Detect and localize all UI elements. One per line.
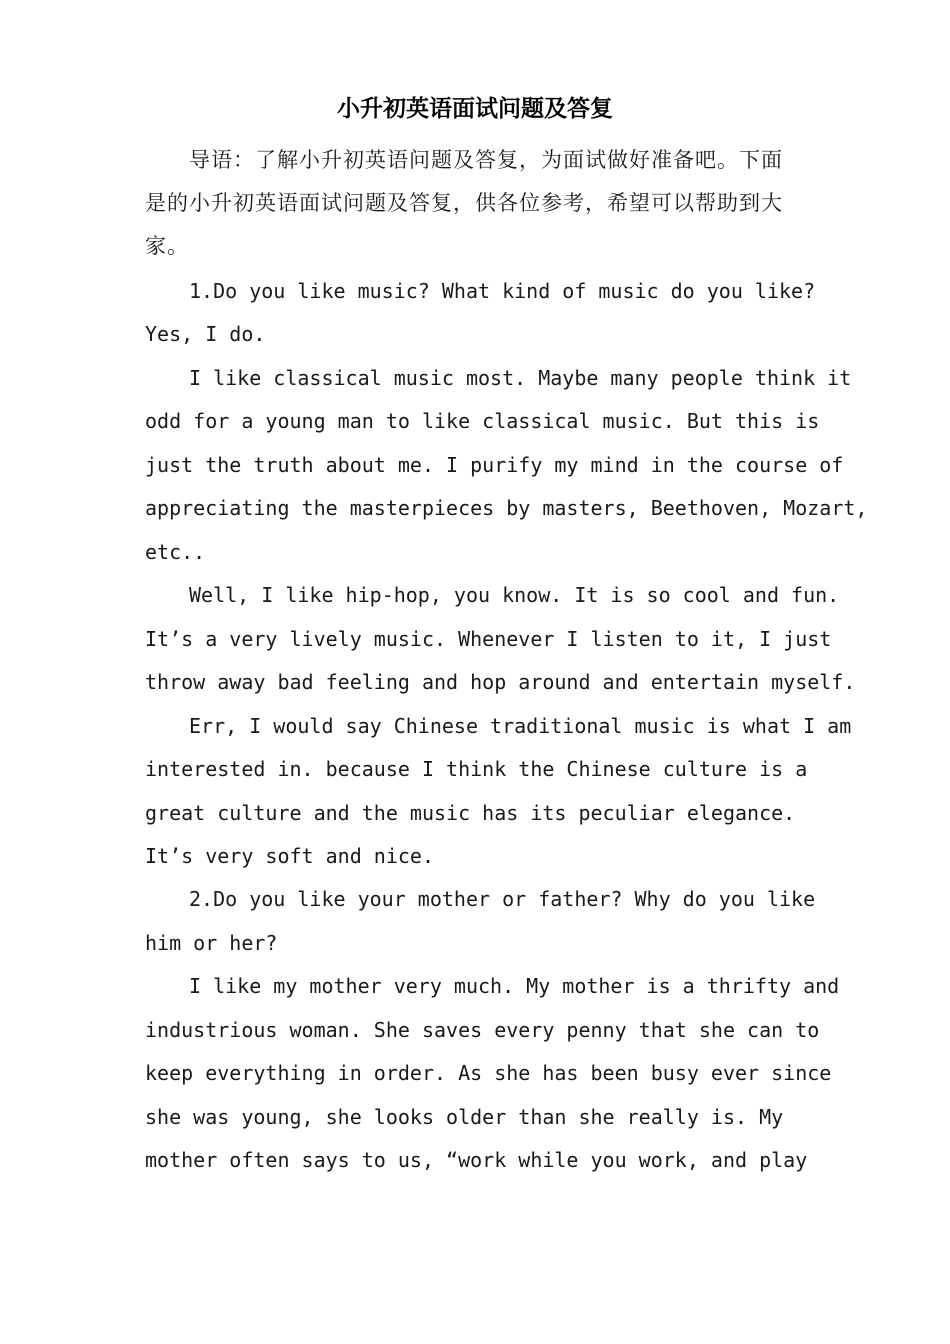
question-2-line-2: him or her? [145,931,278,955]
answer-mother-line-2: industrious woman. She saves every penny that she can to [145,1018,820,1042]
answer-chinese-line-3: great culture and the music has its peculiar elegance. [145,801,796,825]
answer-classical-line-4: appreciating the masterpieces by masters, Beethoven, Mozart, [145,496,868,520]
answer-chinese-line-2: interested in. because I think the Chinese culture is a [145,757,808,781]
answer-mother-line-3: keep everything in order. As she has been busy ever since [145,1061,832,1085]
question-1-line-2: Yes, I do. [145,322,266,346]
intro-line-3: 家。 [145,234,189,258]
answer-hiphop-line-1: Well, I like hip-hop, you know. It is so cool and fun. [189,583,840,607]
intro-line-1: 导语：了解小升初英语问题及答复，为面试做好准备吧。下面 [189,148,783,172]
answer-mother-line-5: mother often says to us, “work while you work, and play [145,1148,808,1172]
document-title: 小升初英语面试问题及答复 [337,95,613,122]
question-1-line-1: 1.Do you like music? What kind of music do you like? [189,279,816,303]
answer-classical-line-3: just the truth about me. I purify my mind in the course of [145,453,844,477]
answer-classical-line-1: I like classical music most. Maybe many people think it [189,366,852,390]
answer-classical-line-2: odd for a young man to like classical music. But this is [145,409,820,433]
answer-chinese-line-1: Err, I would say Chinese traditional music is what I am [189,714,852,738]
answer-mother-line-1: I like my mother very much. My mother is a thrifty and [189,974,840,998]
answer-mother-line-4: she was young, she looks older than she really is. My [145,1105,784,1129]
answer-hiphop-line-3: throw away bad feeling and hop around and entertain myself. [145,670,856,694]
answer-chinese-line-4: It’s very soft and nice. [145,844,434,868]
answer-classical-line-5: etc.. [145,540,206,564]
intro-line-2: 是的小升初英语面试问题及答复，供各位参考，希望可以帮助到大 [145,191,783,215]
answer-hiphop-line-2: It’s a very lively music. Whenever I listen to it, I just [145,627,832,651]
question-2-line-1: 2.Do you like your mother or father? Why do you like [189,887,816,911]
